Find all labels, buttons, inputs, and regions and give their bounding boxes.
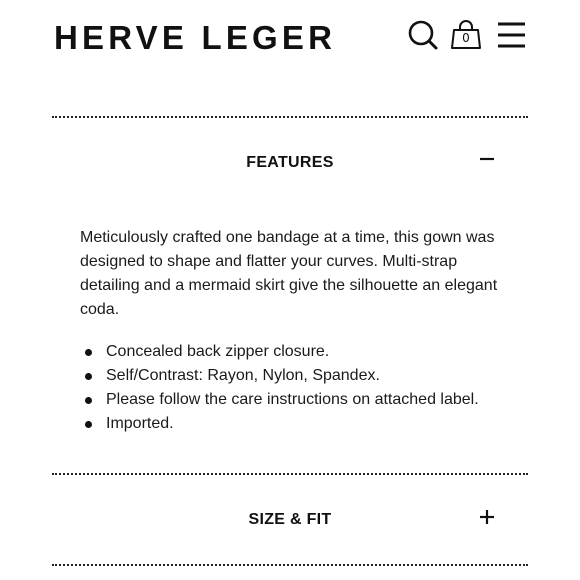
size-fit-accordion-header[interactable] — [52, 500, 528, 540]
features-accordion-header[interactable] — [52, 143, 528, 183]
expand-plus-icon[interactable] — [477, 507, 497, 527]
collapse-minus-icon[interactable] — [477, 148, 497, 168]
size-fit-title: SIZE & FIT — [248, 511, 332, 528]
brand-logo[interactable]: HERVE LEGER — [54, 19, 337, 56]
features-bullet-list — [80, 340, 500, 436]
list-item: Please follow the care instructions on attached label. — [80, 388, 500, 412]
section-divider — [52, 564, 528, 566]
shopping-bag-icon[interactable] — [449, 18, 483, 52]
list-item: Imported. — [80, 412, 500, 436]
site-header — [0, 0, 580, 80]
bag-count-badge: 0 — [462, 31, 470, 45]
list-item: Concealed back zipper closure. — [80, 340, 500, 364]
features-content — [80, 226, 500, 436]
list-item: Self/Contrast: Rayon, Nylon, Spandex. — [80, 364, 500, 388]
features-title: FEATURES — [246, 154, 334, 171]
section-divider — [52, 116, 528, 118]
search-icon[interactable] — [406, 18, 440, 52]
section-divider — [52, 473, 528, 475]
features-description: Meticulously crafted one bandage at a time, this gown was designed to shape and flatter your curves. Multi-strap detailing and a mermaid skirt give the silhouette an elegant coda. — [80, 229, 498, 318]
hamburger-menu-icon[interactable] — [496, 18, 530, 52]
